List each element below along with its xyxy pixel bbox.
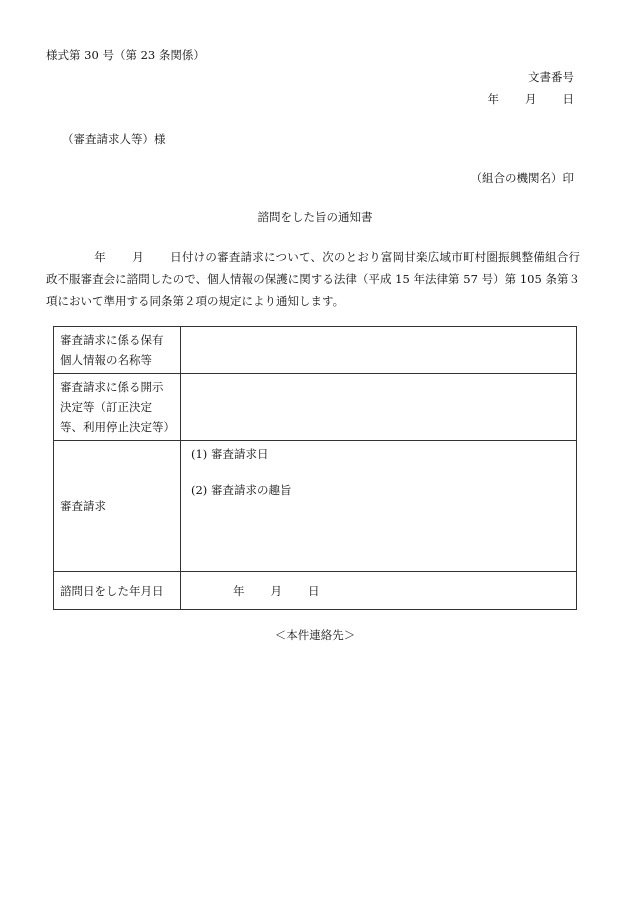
header-date-year: 年 [487, 92, 499, 106]
consult-month: 月 [270, 583, 282, 598]
recipient: （審査請求人等）様 [62, 132, 166, 146]
row-value-personal-info [181, 327, 577, 374]
body-month: 月 [131, 250, 144, 264]
request-purpose-item: (2) 審査請求の趣旨 [191, 483, 292, 497]
document-number-label: 文書番号 [528, 70, 574, 84]
header-date-month: 月 [525, 92, 537, 106]
body-paragraph [46, 246, 580, 312]
sender-seal: （組合の機関名）印 [470, 171, 574, 185]
row-label-disclosure-decision: 審査請求に係る開示決定等（訂正決定等、利用停止決定等） [54, 374, 181, 441]
body-text: 日付けの審査請求について、次のとおり富岡甘楽広域市町村圏振興整備組合行政不服審査会に諮問したので、個人情報の保護に関する法律（平成 15 年法律第 57 号）第 105 条第３項において準用する同条第２項の規定により通知します。 [46, 250, 581, 308]
header-date-day: 日 [562, 92, 574, 106]
row-value-disclosure-decision [181, 374, 577, 441]
table-row [54, 374, 577, 441]
table-row [54, 572, 577, 610]
row-label-request: 審査請求 [54, 441, 181, 572]
row-value-request [181, 441, 577, 572]
consult-year: 年 [233, 583, 245, 598]
body-year: 年 [94, 250, 106, 264]
table-row [54, 327, 577, 374]
table-row [54, 441, 577, 572]
info-table [53, 326, 577, 610]
request-date-item: (1) 審査請求日 [191, 447, 269, 461]
consult-day: 日 [308, 583, 320, 598]
row-label-consultation-date: 諮問日をした年月日 [54, 572, 181, 610]
form-number: 様式第 30 号（第 23 条関係） [46, 48, 205, 62]
document-title: 諮問をした旨の通知書 [257, 210, 373, 224]
row-value-consultation-date [181, 572, 577, 610]
contact-heading: ＜本件連絡先＞ [274, 628, 356, 642]
header-date [488, 91, 575, 107]
row-label-personal-info: 審査請求に係る保有個人情報の名称等 [54, 327, 181, 374]
